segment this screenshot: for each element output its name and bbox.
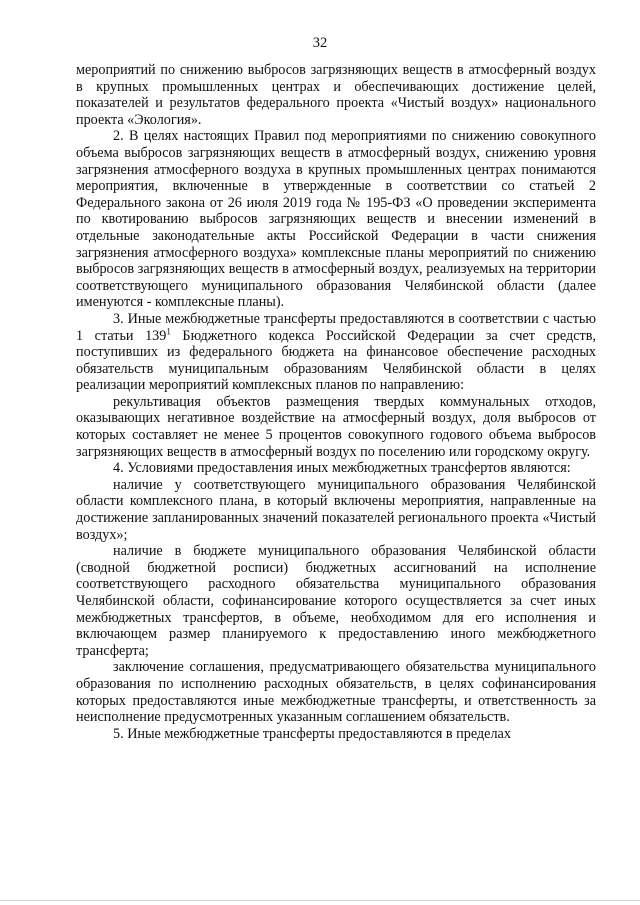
paragraph-item-5: 5. Иные межбюджетные трансферты предоставляются в пределах [113, 725, 511, 742]
document-body [76, 62, 596, 742]
paragraph-condition-budget: наличие в бюджете муниципального образования Челябинской области (сводной бюджетной росписи) бюджетных ассигнований на исполнение соответствующего расходного обязательства муниципального образования Челябинской области, софинансирование которого осуществляется за счет иных межбюджетных трансфертов, в объеме, необходимом для его исполнения и включающем размер планируемого к предоставлению иного межбюджетного трансферта; [76, 543, 596, 659]
paragraph-condition-agreement: заключение соглашения, предусматривающего обязательства муниципального образования по исполнению расходных обязательств, в целях софинансирования которых предоставляются иные межбюджетные трансферты, и ответственность за неисполнение предусмотренных указанным соглашением обязательств. [76, 659, 596, 726]
superscript-1: 1 [166, 325, 171, 336]
paragraph-item-3-part-a: 3. Иные межбюджетные трансферты предоставляются в соответствии с частью 1 статьи 139 [76, 310, 596, 344]
page-number: 32 [312, 35, 328, 51]
paragraph-item-3 [76, 311, 596, 394]
paragraph-condition-plan: наличие у соответствующего муниципального образования Челябинской области комплексного плана, в который включены мероприятия, направленные на достижение запланированных значений показателей регионального проекта «Чистый воздух»; [76, 476, 596, 543]
paragraph-continuation: мероприятий по снижению выбросов загрязняющих веществ в атмосферный воздух в крупных промышленных центрах и обеспечивающих достижение целей, показателей и результатов федерального проекта «Чистый воздух» национального проекта «Экология». [76, 62, 596, 128]
paragraph-item-3-part-b: Бюджетного кодекса Российской Федерации за счет средств, поступивших из федерального бюджета на финансовое обеспечение расходных обязательств муниципальным образованиям Челябинской области в целях реализации мероприятий комплексных планов по направлению: [76, 327, 596, 394]
paragraph-item-2: 2. В целях настоящих Правил под мероприятиями по снижению совокупного объема выбросов загрязняющих веществ в атмосферный воздух, снижению уровня загрязнения атмосферного воздуха в крупных промышленных центрах понимаются мероприятия, включенные в утвержденные в соответствии со статьей 2 Федерального закона от 26 июля 2019 года № 195-ФЗ «О проведении эксперимента по квотированию выбросов загрязняющих веществ и внесении изменений в отдельные законодательные акты Российской Федерации в части снижения загрязнения атмосферного воздуха» комплексные планы мероприятий по снижению выбросов загрязняющих веществ в атмосферный воздух, реализуемых на территории соответствующего муниципального образования Челябинской области (далее именуются - комплексные планы). [76, 128, 596, 311]
page-bottom-edge [0, 900, 640, 901]
paragraph-item-4: 4. Условиями предоставления иных межбюджетных трансфертов являются: [113, 460, 571, 477]
paragraph-recultivation: рекультивация объектов размещения твердых коммунальных отходов, оказывающих негативное воздействие на атмосферный воздух, доля выбросов от которых составляет не менее 5 процентов совокупного годового объема выбросов загрязняющих веществ в атмосферный воздух по поселению или городскому округу. [76, 393, 596, 460]
